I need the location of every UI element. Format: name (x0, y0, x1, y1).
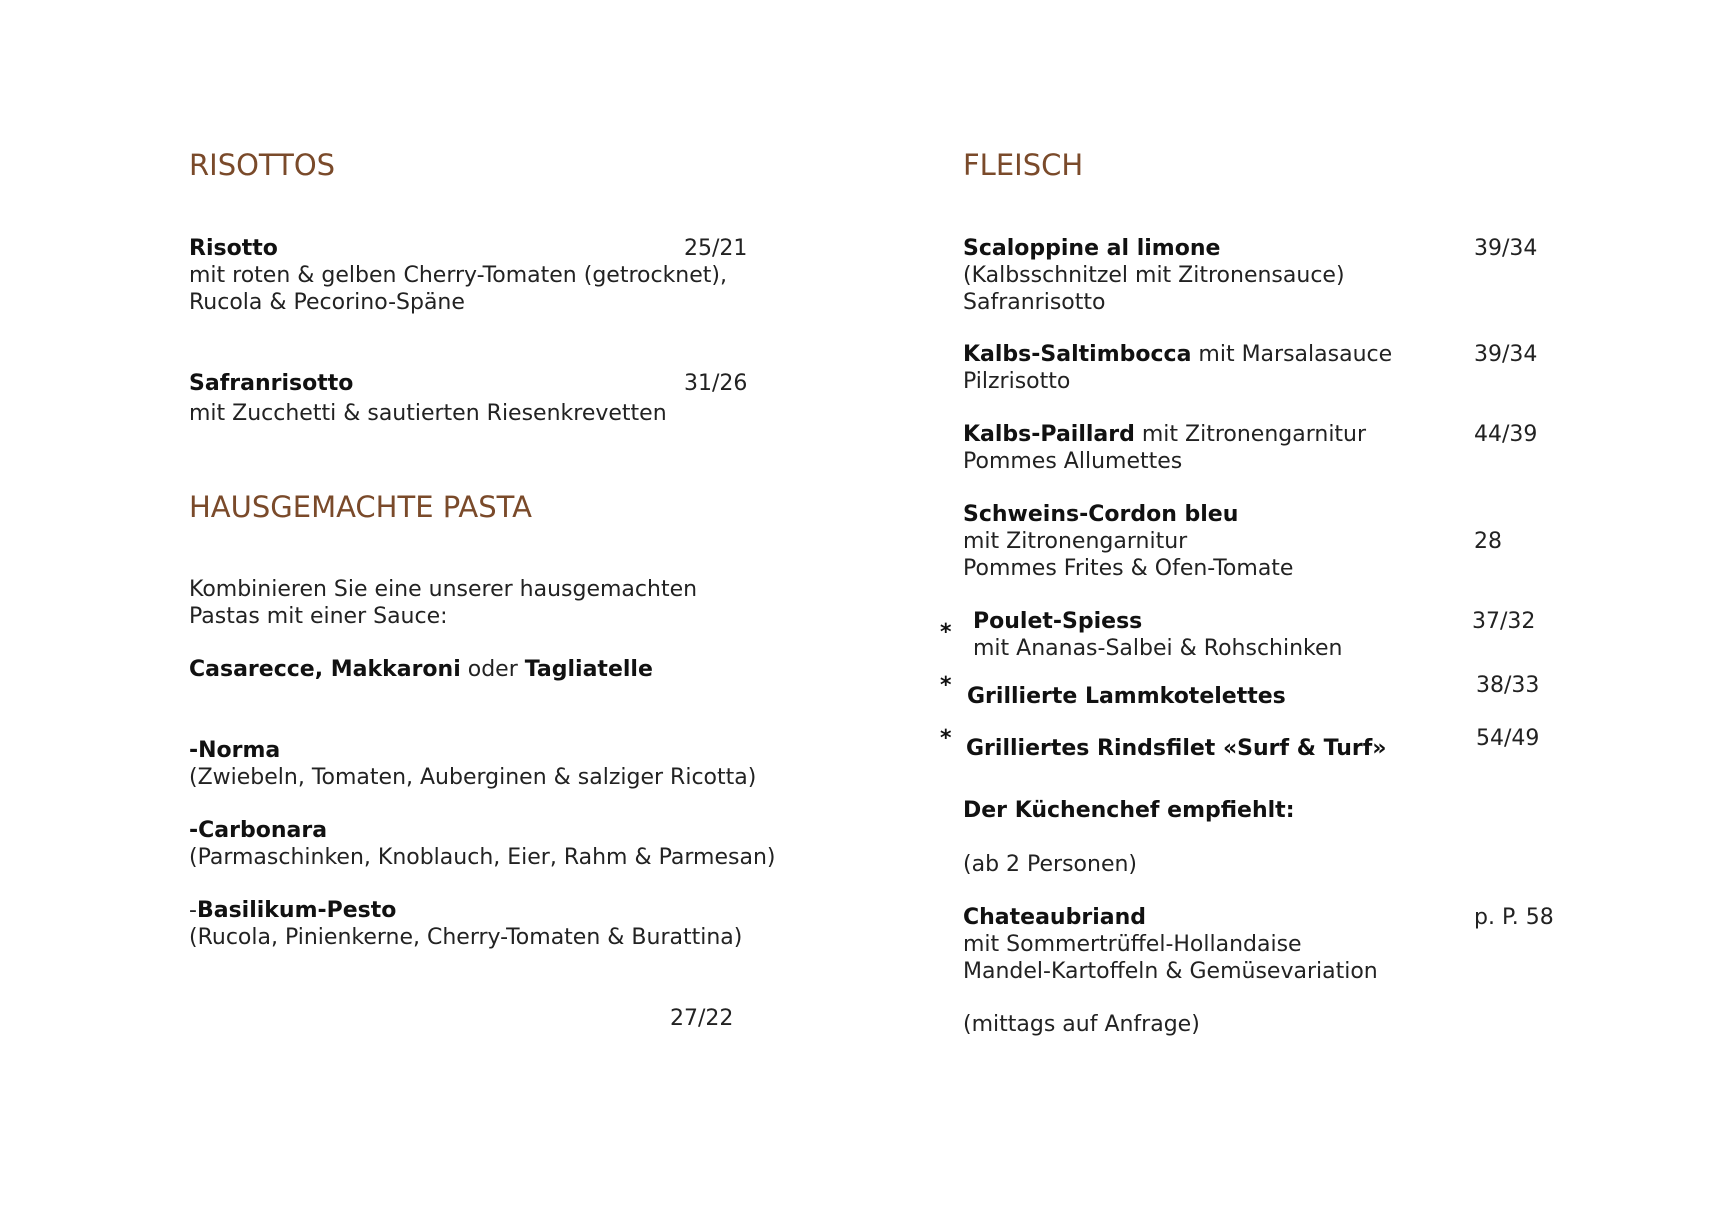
item-description: Pommes Frites & Ofen-Tomate (963, 556, 1294, 581)
pasta-types-alt: Tagliatelle (524, 657, 653, 682)
item-suffix: mit Marsalasauce (1191, 342, 1393, 367)
pasta-intro: Pastas mit einer Sauce: (189, 604, 448, 629)
item-name: Grilliertes Rindsfilet «Surf & Turf» (966, 736, 1387, 761)
item-name: Chateaubriand (963, 905, 1146, 930)
item-description: (Kalbsschnitzel mit Zitronensauce) (963, 263, 1345, 288)
item-price: p. P. 58 (1474, 905, 1554, 930)
item-name-line (963, 342, 1392, 367)
item-price: 54/49 (1476, 726, 1540, 751)
item-description: mit roten & gelben Cherry-Tomaten (getrocknet), (189, 263, 727, 288)
star-icon: * (940, 726, 952, 751)
section-heading-risottos: RISOTTOS (189, 148, 336, 182)
pasta-price: 27/22 (670, 1006, 734, 1031)
item-description: Safranrisotto (963, 290, 1106, 315)
item-name-line (963, 422, 1366, 447)
item-price: 37/32 (1472, 609, 1536, 634)
star-icon: * (940, 620, 952, 645)
sauce-dash: - (189, 898, 197, 923)
sauce-name: Basilikum-Pesto (196, 898, 397, 923)
chef-recommendation-title: Der Küchenchef empfiehlt: (963, 798, 1295, 823)
pasta-types (189, 657, 653, 682)
sauce-description: (Rucola, Pinienkerne, Cherry-Tomaten & Burattina) (189, 925, 743, 950)
item-price: 39/34 (1474, 342, 1538, 367)
item-name: Risotto (189, 236, 278, 261)
item-price: 31/26 (684, 371, 748, 396)
pasta-types-or: oder (460, 657, 525, 682)
item-price: 44/39 (1474, 422, 1538, 447)
item-name: Scaloppine al limone (963, 236, 1221, 261)
item-name: Kalbs-Paillard (963, 422, 1135, 447)
item-price: 39/34 (1474, 236, 1538, 261)
star-icon: * (940, 673, 952, 698)
item-description: Mandel-Kartoffeln & Gemüsevariation (963, 959, 1378, 984)
chef-persons-note: (ab 2 Personen) (963, 852, 1138, 877)
chef-lunch-note: (mittags auf Anfrage) (963, 1012, 1200, 1037)
item-name: Schweins-Cordon bleu (963, 502, 1239, 527)
item-description: mit Zitronengarnitur (963, 529, 1188, 554)
item-description: Pommes Allumettes (963, 449, 1183, 474)
item-description: Pilzrisotto (963, 369, 1071, 394)
item-name: Kalbs-Saltimbocca (963, 342, 1192, 367)
item-suffix: mit Zitronengarnitur (1134, 422, 1367, 447)
pasta-types-main: Casarecce, Makkaroni (189, 657, 461, 682)
section-heading-fleisch: FLEISCH (963, 148, 1084, 182)
pasta-intro: Kombinieren Sie eine unserer hausgemachten (189, 577, 698, 602)
sauce-name: -Carbonara (189, 818, 328, 843)
sauce-description: (Zwiebeln, Tomaten, Auberginen & salziger Ricotta) (189, 765, 757, 790)
item-description: mit Zucchetti & sautierten Riesenkrevetten (189, 401, 667, 426)
item-price: 38/33 (1476, 673, 1540, 698)
item-name: Grillierte Lammkotelettes (967, 684, 1286, 709)
sauce-name: -Norma (189, 738, 281, 763)
item-name: Safranrisotto (189, 371, 354, 396)
item-price: 28 (1474, 529, 1502, 554)
item-description: mit Ananas-Salbei & Rohschinken (973, 636, 1343, 661)
item-price: 25/21 (684, 236, 748, 261)
item-description: Rucola & Pecorino-Späne (189, 290, 465, 315)
section-heading-pasta: HAUSGEMACHTE PASTA (189, 490, 532, 524)
item-description: mit Sommertrüffel-Hollandaise (963, 932, 1302, 957)
item-name: Poulet-Spiess (973, 609, 1143, 634)
sauce-description: (Parmaschinken, Knoblauch, Eier, Rahm & Parmesan) (189, 845, 776, 870)
sauce-name-line (189, 898, 396, 923)
